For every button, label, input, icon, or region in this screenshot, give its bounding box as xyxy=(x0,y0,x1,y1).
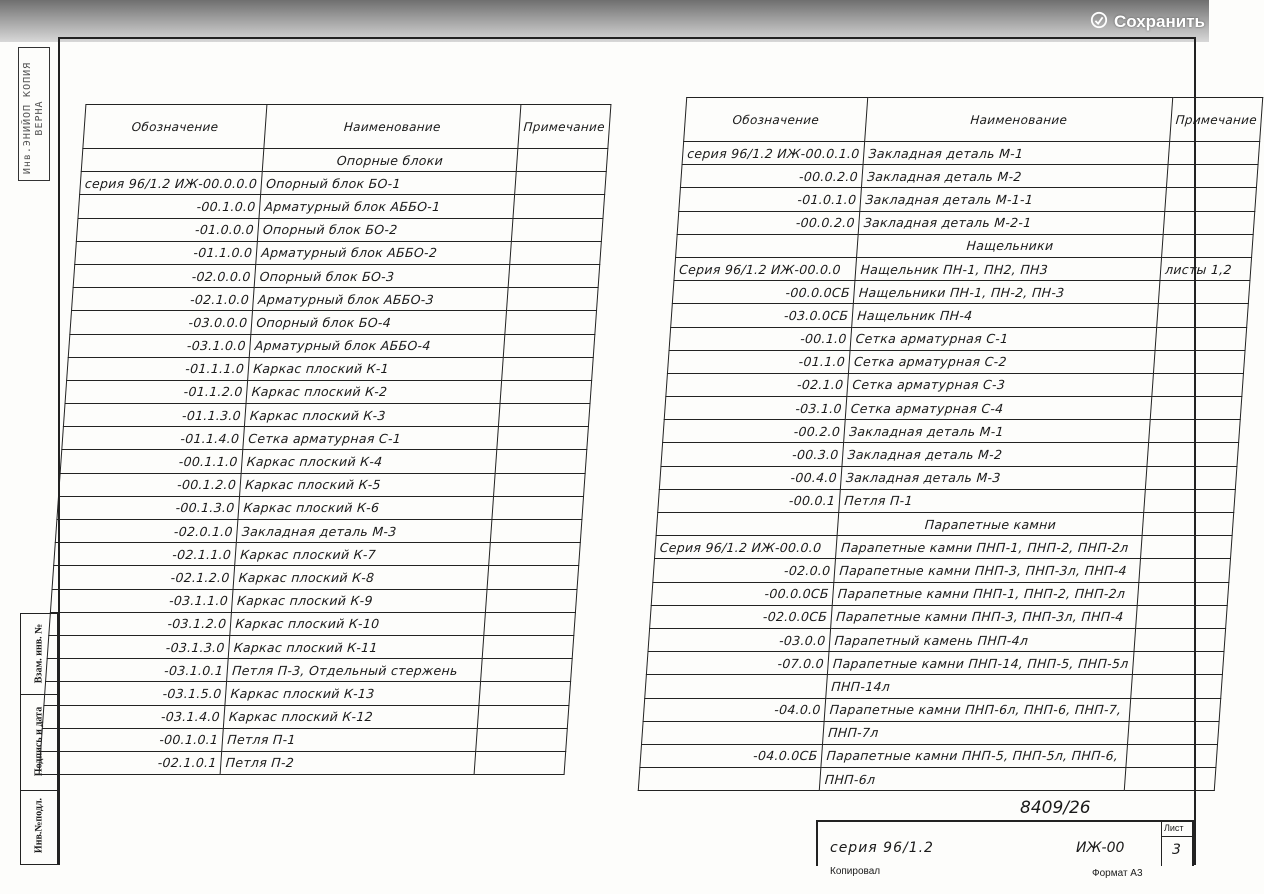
copy-stamp-text: Инв.ЭНИЙОП КОПИЯ ВЕРНА xyxy=(22,61,45,175)
cell-note xyxy=(514,172,606,195)
cell-name: Каркас плоский К-1 xyxy=(248,357,503,380)
cell-note xyxy=(495,450,587,473)
cell-designation: -00.4.0 xyxy=(659,466,842,489)
table-row xyxy=(42,705,569,728)
table-row xyxy=(47,635,574,658)
cell-name: Парапетные камни ПНП-5, ПНП-5л, ПНП-6, xyxy=(821,744,1127,767)
cell-note xyxy=(1127,721,1219,744)
cell-designation: -03.1.0.0 xyxy=(68,334,251,357)
cell-name: Нащельник ПН-1, ПН2, ПН3 xyxy=(855,257,1161,280)
cell-name: Парапетный камень ПНП-4л xyxy=(829,628,1135,651)
title-block-code: ИЖ-00 xyxy=(1076,840,1125,856)
cell-name: Каркас плоский К-3 xyxy=(245,404,500,427)
cell-designation: -02.0.0СБ xyxy=(650,605,833,628)
header-name: Наименование xyxy=(865,98,1173,142)
table-row xyxy=(669,327,1247,350)
cell-designation: -01.1.0.0 xyxy=(75,241,258,264)
table-row xyxy=(68,334,595,357)
cell-designation: -03.0.0.0 xyxy=(70,311,253,334)
cell-name: Парапетные камни ПНП-3, ПНП-3л, ПНП-4 xyxy=(831,605,1137,628)
table-row xyxy=(73,264,600,287)
cell-note xyxy=(1163,211,1255,234)
table-row xyxy=(664,397,1242,420)
cell-name: Каркас плоский К-6 xyxy=(238,496,493,519)
cell-name: Опорные блоки xyxy=(263,149,518,172)
sheet-divider xyxy=(1162,836,1192,837)
cell-note xyxy=(1155,327,1247,350)
table-row xyxy=(672,281,1250,304)
signature-date-label: Подпись и дата xyxy=(33,706,45,777)
cell-designation: -00.0.2.0 xyxy=(680,165,863,188)
cell-note xyxy=(480,659,572,682)
cell-designation: -02.1.0.1 xyxy=(39,751,222,774)
table-row xyxy=(60,450,587,473)
cell-designation: -03.0.0СБ xyxy=(671,304,854,327)
cell-note xyxy=(1168,142,1260,165)
cell-note xyxy=(505,311,597,334)
cell-name: Арматурный блок АББО-1 xyxy=(259,195,514,218)
cell-designation: -02.0.0.0 xyxy=(73,264,256,287)
cell-note xyxy=(483,612,575,635)
viewer-toolbar xyxy=(0,0,1209,42)
cell-note xyxy=(492,496,584,519)
cell-name: Петля П-1 xyxy=(222,728,477,751)
cell-designation: -03.1.0.1 xyxy=(46,659,229,682)
table-row xyxy=(680,165,1258,188)
cell-note xyxy=(487,566,579,589)
cell-name: Петля П-3, Отдельный стержень xyxy=(227,659,482,682)
cell-designation: Серия 96/1.2 ИЖ-00.0.0 xyxy=(674,257,857,280)
table-row xyxy=(76,218,603,241)
cell-designation: -02.0.0 xyxy=(653,559,836,582)
save-label: Сохранить xyxy=(1113,12,1205,31)
cell-name: Опорный блок БО-3 xyxy=(254,264,509,287)
cell-note xyxy=(513,195,605,218)
cell-name: Парапетные камни ПНП-1, ПНП-2, ПНП-2л xyxy=(833,582,1139,605)
table-row xyxy=(65,380,592,403)
cell-name: Парапетные камни ПНП-1, ПНП-2, ПНП-2л xyxy=(836,536,1142,559)
table-row xyxy=(663,420,1241,443)
cell-name: Парапетные камни ПНП-6л, ПНП-6, ПНП-7, xyxy=(824,698,1130,721)
table-row xyxy=(656,513,1234,536)
cell-name: Парапетные камни ПНП-3, ПНП-3л, ПНП-4 xyxy=(834,559,1140,582)
cell-name: Арматурный блок АББО-2 xyxy=(256,241,511,264)
table-row xyxy=(659,466,1237,489)
title-block xyxy=(816,820,1194,866)
table-row xyxy=(661,443,1239,466)
table-row xyxy=(667,350,1245,373)
cell-designation: -03.1.0 xyxy=(664,397,847,420)
cell-designation: -00.3.0 xyxy=(661,443,844,466)
cell-name: Сетка арматурная С-2 xyxy=(849,350,1155,373)
cell-designation: -02.1.0 xyxy=(666,373,849,396)
header-name: Наименование xyxy=(264,105,520,149)
cell-name: Каркас плоский К-9 xyxy=(232,589,487,612)
table-row xyxy=(57,496,584,519)
title-block-series: серия 96/1.2 xyxy=(830,840,934,856)
cell-designation: -00.0.1 xyxy=(658,489,841,512)
cell-name: Каркас плоский К-8 xyxy=(233,566,488,589)
cell-name: Каркас плоский К-4 xyxy=(241,450,496,473)
cell-note xyxy=(488,543,580,566)
cell-note xyxy=(1139,559,1231,582)
table-row xyxy=(72,288,599,311)
cell-designation: -07.0.0 xyxy=(646,652,829,675)
cell-name: Сетка арматурная С-3 xyxy=(847,373,1153,396)
cell-note xyxy=(1145,466,1237,489)
footer-format-label: Формат А3 xyxy=(1092,868,1143,879)
original-inv-label: Инв.№подл. xyxy=(33,797,45,854)
cell-name: Нащельники ПН-1, ПН-2, ПН-3 xyxy=(854,281,1160,304)
cell-note xyxy=(1131,675,1223,698)
cell-designation: -04.0.0 xyxy=(643,698,826,721)
sheet-number: 3 xyxy=(1172,842,1181,858)
cell-note xyxy=(1129,698,1221,721)
cell-note xyxy=(1158,281,1250,304)
cell-note xyxy=(500,380,592,403)
table-row xyxy=(642,721,1220,744)
cell-name: ПНП-14л xyxy=(826,675,1132,698)
cell-designation: -04.0.0СБ xyxy=(640,744,823,767)
cell-designation: -00.1.3.0 xyxy=(57,496,240,519)
cell-note xyxy=(493,473,585,496)
cell-note xyxy=(1166,165,1258,188)
cell-name: Закладная деталь М-2-1 xyxy=(858,211,1164,234)
cell-note xyxy=(508,264,600,287)
table-row xyxy=(81,149,608,172)
cell-name: Нащельник ПН-4 xyxy=(852,304,1158,327)
cell-designation: -03.1.5.0 xyxy=(44,682,227,705)
cell-designation: -03.1.1.0 xyxy=(50,589,233,612)
table-row xyxy=(674,257,1252,280)
cell-designation: -02.1.0.0 xyxy=(72,288,255,311)
cell-designation: -03.1.2.0 xyxy=(49,612,232,635)
cell-designation: серия 96/1.2 ИЖ-00.0.0.0 xyxy=(80,172,263,195)
cell-designation xyxy=(645,675,828,698)
document-number: 8409/26 xyxy=(1020,798,1091,818)
table-row xyxy=(62,427,589,450)
cell-designation: -02.1.2.0 xyxy=(52,566,235,589)
table-row xyxy=(650,605,1228,628)
table-row xyxy=(645,675,1223,698)
cell-note xyxy=(1137,582,1229,605)
cell-name: Каркас плоский К-13 xyxy=(225,682,480,705)
table-header-row xyxy=(83,105,611,149)
cell-name: Закладная деталь М-1-1 xyxy=(860,188,1166,211)
cell-note xyxy=(498,404,590,427)
cell-name: Сетка арматурная С-4 xyxy=(846,397,1152,420)
left-specification-table xyxy=(39,104,612,775)
table-row xyxy=(54,543,581,566)
table-row xyxy=(52,566,579,589)
cloud-save-icon xyxy=(1090,11,1108,34)
cell-designation: -01.1.4.0 xyxy=(62,427,245,450)
cell-designation xyxy=(642,721,825,744)
cell-name: Каркас плоский К-7 xyxy=(235,543,490,566)
header-note: Примечание xyxy=(517,105,610,149)
cell-name: Парапетные камни ПНП-14, ПНП-5, ПНП-5л xyxy=(828,652,1134,675)
cell-designation: серия 96/1.2 ИЖ-00.0.1.0 xyxy=(682,142,865,165)
cell-note xyxy=(511,218,603,241)
cell-note xyxy=(482,635,574,658)
cell-note xyxy=(479,682,571,705)
cell-note xyxy=(509,241,601,264)
table-row xyxy=(671,304,1249,327)
cell-name: Закладная деталь М-3 xyxy=(841,466,1147,489)
table-row xyxy=(666,373,1244,396)
table-row xyxy=(80,172,607,195)
table-row xyxy=(638,768,1216,791)
cell-designation xyxy=(81,149,264,172)
cell-name: Сетка арматурная С-1 xyxy=(243,427,498,450)
cell-name: Каркас плоский К-12 xyxy=(224,705,479,728)
cell-designation: -00.2.0 xyxy=(663,420,846,443)
cell-designation: -03.1.4.0 xyxy=(42,705,225,728)
table-row xyxy=(75,241,602,264)
table-row xyxy=(654,536,1232,559)
cell-note: листы 1,2 xyxy=(1160,257,1252,280)
table-row xyxy=(658,489,1236,512)
cell-note xyxy=(1147,443,1239,466)
cell-name: Опорный блок БО-4 xyxy=(251,311,506,334)
cell-designation: -00.1.0.0 xyxy=(78,195,261,218)
cell-note xyxy=(1161,234,1253,257)
table-row xyxy=(46,659,573,682)
table-row xyxy=(677,211,1255,234)
cell-designation: -00.0.0СБ xyxy=(672,281,855,304)
cell-note xyxy=(485,589,577,612)
table-row xyxy=(55,520,582,543)
cell-note xyxy=(1153,350,1245,373)
table-header-row xyxy=(684,98,1263,142)
cell-note xyxy=(1165,188,1257,211)
cell-name: Нащельники xyxy=(857,234,1163,257)
table-row xyxy=(646,652,1224,675)
cell-name: Петля П-1 xyxy=(839,489,1145,512)
cell-note xyxy=(1152,373,1244,396)
cell-designation: -00.0.2.0 xyxy=(677,211,860,234)
cell-designation: -01.1.3.0 xyxy=(63,404,246,427)
cell-designation: -02.1.1.0 xyxy=(54,543,237,566)
table-row xyxy=(651,582,1229,605)
cell-note xyxy=(474,751,566,774)
cell-designation: -03.1.3.0 xyxy=(47,635,230,658)
cell-name: Парапетные камни xyxy=(837,513,1143,536)
cell-designation: -03.0.0 xyxy=(648,628,831,651)
right-specification-table xyxy=(638,97,1264,791)
table-row xyxy=(78,195,605,218)
cell-note xyxy=(1134,628,1226,651)
table-row xyxy=(49,612,576,635)
cell-name: Закладная деталь М-1 xyxy=(844,420,1150,443)
cell-name: Закладная деталь М-1 xyxy=(863,142,1169,165)
cell-designation: -00.1.1.0 xyxy=(60,450,243,473)
cell-name: ПНП-7л xyxy=(823,721,1129,744)
cell-note xyxy=(1124,768,1216,791)
save-button[interactable] xyxy=(1090,10,1205,34)
table-row xyxy=(643,698,1221,721)
table-row xyxy=(50,589,577,612)
cell-name: Опорный блок БО-2 xyxy=(258,218,513,241)
table-row xyxy=(59,473,586,496)
table-row xyxy=(679,188,1257,211)
cell-name: Каркас плоский К-11 xyxy=(228,635,483,658)
table-row xyxy=(648,628,1226,651)
sheet-number-cell xyxy=(1161,822,1192,866)
cell-designation: -01.1.2.0 xyxy=(65,380,248,403)
original-inv-cell xyxy=(21,790,57,863)
cell-note xyxy=(1140,536,1232,559)
cell-designation: -02.0.1.0 xyxy=(55,520,238,543)
cell-designation xyxy=(656,513,839,536)
cell-name: ПНП-6л xyxy=(820,768,1126,791)
cell-note xyxy=(1144,489,1236,512)
cell-note xyxy=(506,288,598,311)
table-row xyxy=(653,559,1231,582)
cell-designation: -01.1.0 xyxy=(667,350,850,373)
cell-name: Арматурный блок АББО-4 xyxy=(250,334,505,357)
table-row xyxy=(41,728,568,751)
cell-note xyxy=(1126,744,1218,767)
cell-designation: -00.1.0 xyxy=(669,327,852,350)
cell-note xyxy=(1132,652,1224,675)
cell-note xyxy=(503,334,595,357)
cell-designation xyxy=(676,234,859,257)
cell-note xyxy=(1150,397,1242,420)
cell-note xyxy=(490,520,582,543)
table-row xyxy=(682,142,1260,165)
cell-designation: -01.0.1.0 xyxy=(679,188,862,211)
cell-name: Арматурный блок АББО-3 xyxy=(253,288,508,311)
cell-designation: -00.0.0СБ xyxy=(651,582,834,605)
cell-note xyxy=(516,149,608,172)
header-designation: Обозначение xyxy=(83,105,267,149)
table-row xyxy=(640,744,1218,767)
cell-note xyxy=(1136,605,1228,628)
cell-note xyxy=(1142,513,1234,536)
cell-name: Закладная деталь М-2 xyxy=(842,443,1148,466)
replacement-inv-label: Взам. инв. № xyxy=(33,623,45,684)
cell-name: Каркас плоский К-10 xyxy=(230,612,485,635)
header-designation: Обозначение xyxy=(684,98,868,142)
cell-name: Закладная деталь М-2 xyxy=(862,165,1168,188)
table-row xyxy=(67,357,594,380)
cell-note xyxy=(477,705,569,728)
cell-name: Закладная деталь М-3 xyxy=(237,520,492,543)
cell-note xyxy=(1157,304,1249,327)
cell-name: Опорный блок БО-1 xyxy=(261,172,516,195)
table-row xyxy=(39,751,566,774)
cell-note xyxy=(475,728,567,751)
cell-designation xyxy=(638,768,821,791)
table-row xyxy=(44,682,571,705)
copy-stamp xyxy=(18,47,50,181)
cell-note xyxy=(1149,420,1241,443)
cell-designation: -00.1.2.0 xyxy=(59,473,242,496)
cell-note xyxy=(496,427,588,450)
cell-designation: -00.1.0.1 xyxy=(41,728,224,751)
footer-copied-label: Копировал xyxy=(830,866,881,877)
header-note: Примечание xyxy=(1170,98,1263,142)
table-row xyxy=(63,404,590,427)
table-row xyxy=(70,311,597,334)
cell-note xyxy=(501,357,593,380)
cell-designation: -01.0.0.0 xyxy=(76,218,259,241)
cell-name: Каркас плоский К-2 xyxy=(246,380,501,403)
cell-name: Петля П-2 xyxy=(220,751,475,774)
sheet-label: Лист xyxy=(1164,823,1184,833)
cell-designation: -01.1.1.0 xyxy=(67,357,250,380)
cell-name: Сетка арматурная С-1 xyxy=(850,327,1156,350)
cell-name: Каркас плоский К-5 xyxy=(240,473,495,496)
cell-designation: Серия 96/1.2 ИЖ-00.0.0 xyxy=(654,536,837,559)
table-row xyxy=(676,234,1254,257)
